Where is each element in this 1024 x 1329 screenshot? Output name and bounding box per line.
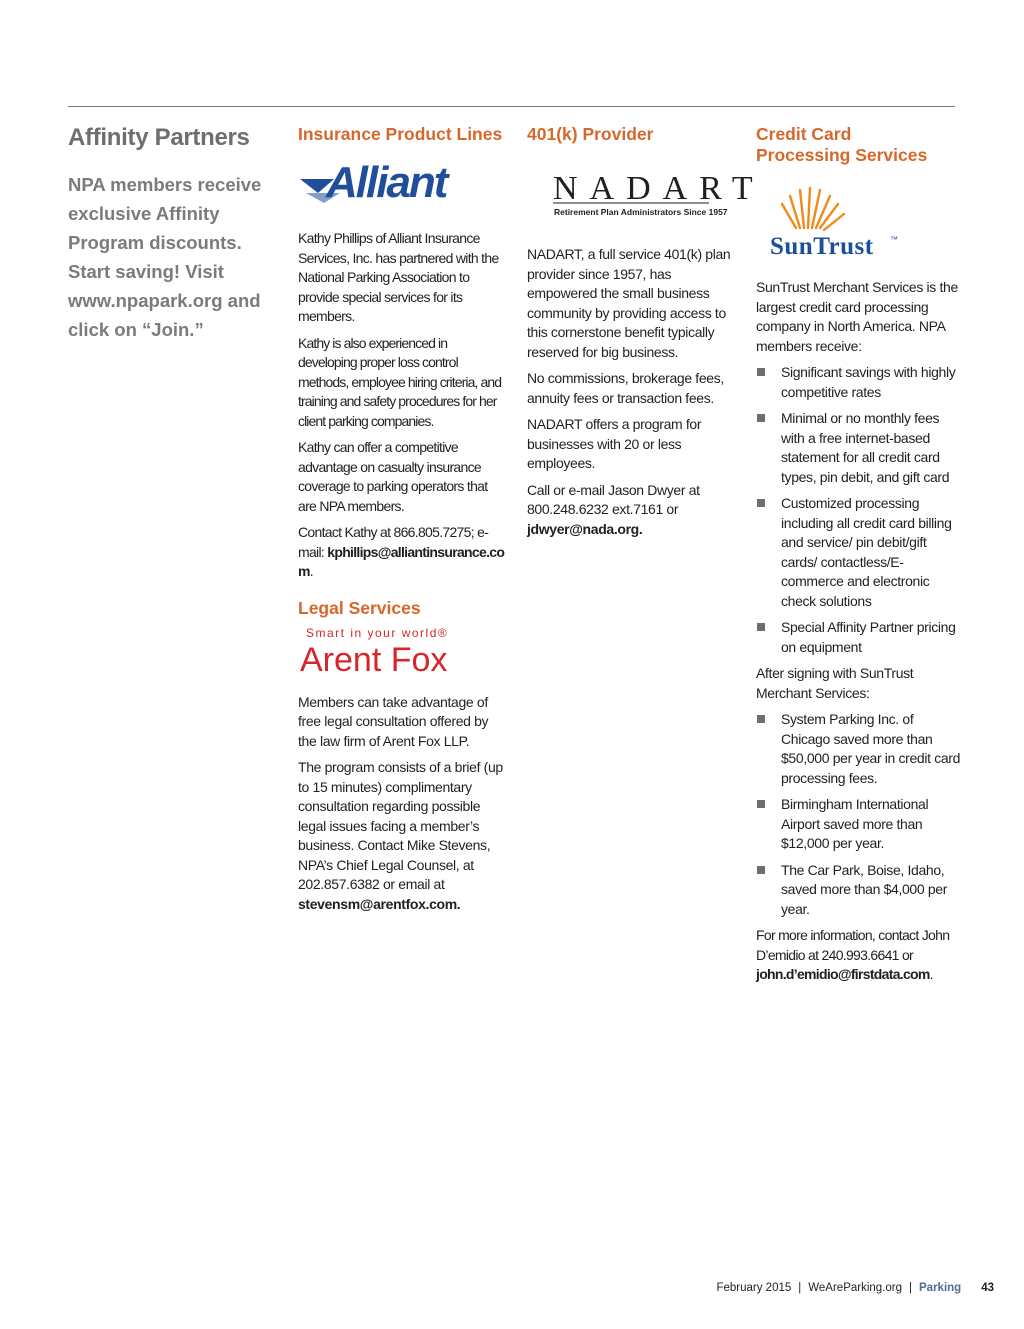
alliant-logo: [298, 157, 488, 209]
insurance-contact: [298, 523, 508, 582]
credit-contact: [756, 926, 961, 985]
benefit-text: Significant savings with highly competitive rates: [781, 364, 956, 400]
credit-heading: Credit Card Processing Services: [756, 124, 928, 165]
insurance-contact-text: Contact Kathy at 866.805.7275; e-mail:: [298, 524, 489, 560]
401k-contact: [527, 481, 737, 540]
legal-email-link[interactable]: stevensm@arentfox.com.: [298, 895, 461, 912]
nadart-subtitle: Retirement Plan Administrators Since 1957: [554, 207, 728, 217]
benefit-text: Special Affinity Partner pricing on equipment: [781, 619, 956, 655]
401k-p2: No commissions, brokerage fees, annuity fees or transaction fees.: [527, 370, 724, 406]
list-item: [756, 795, 961, 854]
401k-contact-text: Call or e-mail Jason Dwyer at 800.248.6232 ext.7161 or: [527, 481, 700, 517]
suntrust-logo: [756, 178, 916, 262]
insurance-p2: Kathy is also experienced in developing proper loss control methods, employee hiring criteria, and training and safety procedures for her client parking companies.: [298, 334, 502, 429]
footer-site-link[interactable]: WeAreParking.org: [808, 1282, 903, 1294]
result-text: Birmingham International Airport saved more than $12,000 per year.: [781, 796, 929, 851]
401k-p3: NADART offers a program for businesses with 20 or less employees.: [527, 416, 702, 471]
arent-fox-logo-text: Arent Fox: [300, 640, 448, 679]
credit-results-list: [756, 710, 961, 919]
credit-email-link[interactable]: john.d’emidio@firstdata.com: [756, 966, 930, 982]
401k-email-link[interactable]: jdwyer@nada.org.: [527, 520, 643, 537]
arent-fox-tagline: Smart in your world®: [306, 625, 449, 640]
insurance-email-link[interactable]: kphillips@alliantinsurance.com: [298, 543, 505, 579]
insurance-p1: Kathy Phillips of Alliant Insurance Services, Inc. has partnered with the National Parking Association to provide special services for its members.: [298, 230, 499, 324]
page-footer: February 2015 | WeAreParking.org | Parking 43: [716, 1282, 994, 1294]
legal-heading: Legal Services: [298, 597, 421, 618]
401k-heading: 401(k) Provider: [527, 124, 654, 144]
page-title: Affinity Partners: [68, 124, 250, 151]
401k-p1: NADART, a full service 401(k) plan provider since 1957, has empowered the small business community by providing access to this cornerstone benefit typically reserved for big business.: [527, 246, 731, 360]
insurance-contact-end: .: [309, 563, 313, 579]
credit-benefits-list: [756, 363, 961, 657]
affinity-intro: NPA members receive exclusive Affinity Program discounts. Start saving! Visit www.npapark.org and click on “Join.”: [68, 174, 262, 340]
list-item: [756, 861, 961, 920]
401k-column: [527, 124, 765, 546]
arent-fox-logo: [298, 625, 498, 681]
nadart-logo-text: NADART: [553, 170, 765, 207]
footer-brand: Parking: [919, 1282, 962, 1294]
credit-intro: SunTrust Merchant Services is the largest credit card processing company in North America. NPA members receive:: [756, 279, 958, 354]
list-item: [756, 710, 961, 788]
top-divider: [68, 106, 955, 107]
list-item: [756, 363, 961, 402]
alliant-logo-text: Alliant: [326, 158, 447, 207]
list-item: [756, 409, 961, 487]
credit-card-column: [756, 124, 961, 992]
result-text: System Parking Inc. of Chicago saved more than $50,000 per year in credit card processing fees.: [781, 711, 961, 786]
sun-rays-icon: [782, 188, 844, 230]
legal-p2: [298, 758, 508, 914]
credit-after: After signing with SunTrust Merchant Services:: [756, 665, 914, 701]
benefit-text: Customized processing including all credit card billing and service/ pin debit/gift cards/ contactless/E-commerce and electronic check solutions: [781, 495, 952, 609]
benefit-text: Minimal or no monthly fees with a free internet-based statement for all credit card types, pin debit, and gift card: [781, 410, 950, 485]
legal-p1: Members can take advantage of free legal consultation offered by the law firm of Arent Fox LLP.: [298, 693, 489, 749]
suntrust-logo-text: SunTrust: [770, 233, 874, 260]
suntrust-trademark: ™: [890, 235, 898, 244]
nadart-logo: [527, 159, 765, 221]
credit-contact-text: For more information, contact John D’emidio at 240.993.6641 or: [756, 927, 950, 963]
list-item: [756, 618, 961, 657]
result-text: The Car Park, Boise, Idaho, saved more than $4,000 per year.: [781, 861, 948, 917]
insurance-p3: Kathy can offer a competitive advantage on casualty insurance coverage to parking operators that are NPA members.: [298, 439, 488, 514]
list-item: [756, 494, 961, 611]
footer-date: February 2015: [716, 1282, 792, 1294]
affinity-column: [68, 124, 273, 344]
insurance-legal-column: [298, 124, 508, 921]
page-number: 43: [981, 1282, 994, 1294]
insurance-heading: Insurance Product Lines: [298, 124, 503, 144]
legal-p2-text: The program consists of a brief (up to 15 minutes) complimentary consultation regarding possible legal issues facing a member’s business. Contact Mike Stevens, NPA’s Chief Legal Counsel, at 202.857.6382 or email at: [298, 759, 503, 892]
credit-contact-end: .: [929, 966, 933, 982]
